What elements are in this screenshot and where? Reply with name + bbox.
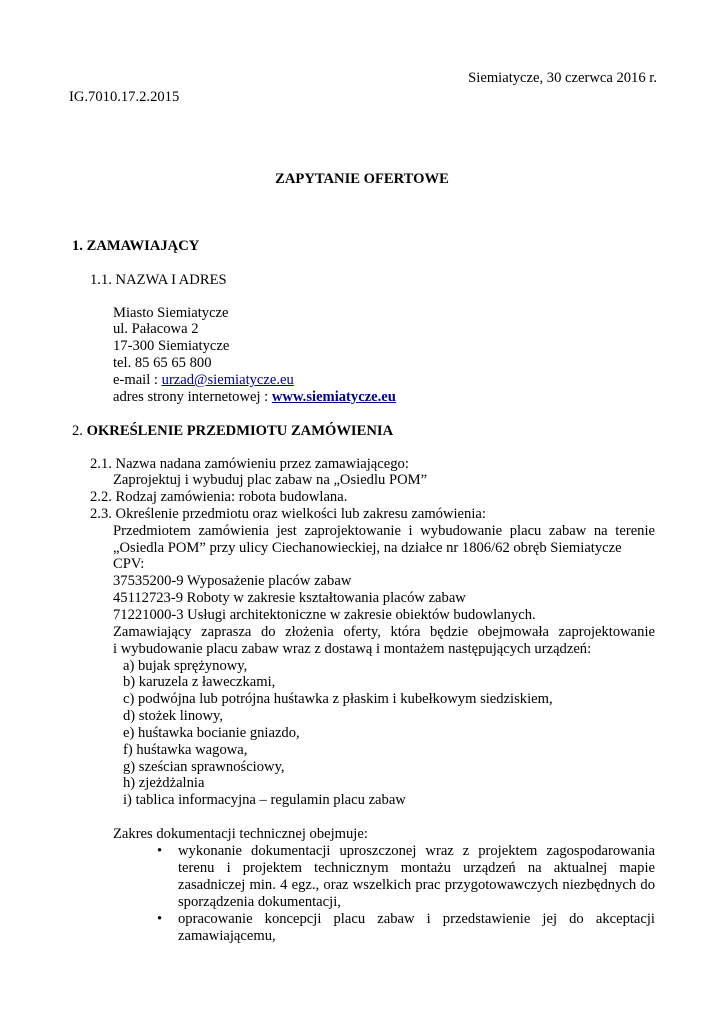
cpv-label: CPV: xyxy=(113,556,145,572)
item-2-3: 2.3. Określenie przedmiotu oraz wielkości lub zakresu zamówienia: xyxy=(90,506,486,522)
section-1-1-heading: 1.1. NAZWA I ADRES xyxy=(90,272,227,288)
bullet-1-line: wykonanie dokumentacji uproszczonej wraz z projektem zagospodarowania xyxy=(178,843,655,859)
bullet-icon: • xyxy=(157,843,163,859)
list-item: c) podwójna lub potrójna huśtawka z płaskim i kubełkowym siedziskiem, xyxy=(123,691,553,707)
address-email-line xyxy=(113,372,294,389)
bullet-1-line: terenu i projektem technicznym montażu urządzeń na aktualnej mapie xyxy=(178,860,655,876)
document-title: ZAPYTANIE OFERTOWE xyxy=(275,171,449,187)
bullet-1-line: sporządzenia dokumentacji, xyxy=(178,894,341,910)
bullet-2-line: zamawiającemu, xyxy=(178,928,276,944)
section-2-title: OKREŚLENIE PRZEDMIOTU ZAMÓWIENIA xyxy=(86,423,394,439)
list-item: h) zjeżdżalnia xyxy=(123,775,205,791)
bullet-icon: • xyxy=(157,911,163,927)
list-item: i) tablica informacyjna – regulamin placu zabaw xyxy=(123,792,406,808)
email-link[interactable]: urzad@siemiatycze.eu xyxy=(161,372,294,388)
invite-line-2: i wybudowanie placu zabaw wraz z dostawą i montażem następujących urządzeń: xyxy=(113,641,592,657)
address-postal: 17-300 Siemiatycze xyxy=(113,338,230,354)
description-line-2: „Osiedla POM” przy ulicy Ciechanowieckiej, na działce nr 1806/62 obręb Siemiatycze xyxy=(113,540,622,556)
invite-line-1: Zamawiający zaprasza do złożenia oferty, która będzie obejmowała zaprojektowanie xyxy=(113,624,655,640)
email-label: e-mail : xyxy=(113,372,162,388)
reference-number: IG.7010.17.2.2015 xyxy=(69,89,180,105)
address-street: ul. Pałacowa 2 xyxy=(113,321,199,337)
place-date: Siemiatycze, 30 czerwca 2016 r. xyxy=(468,70,657,86)
section-2-heading xyxy=(72,423,393,440)
bullet-1-line: zasadniczej min. 4 egz., oraz wszelkich prac przygotowawczych niezbędnych do xyxy=(178,877,655,893)
scope-label: Zakres dokumentacji technicznej obejmuje: xyxy=(113,826,368,842)
item-2-2: 2.2. Rodzaj zamówienia: robota budowlana. xyxy=(90,489,348,505)
cpv-code: 45112723-9 Roboty w zakresie kształtowania placów zabaw xyxy=(113,590,466,606)
address-www-line xyxy=(113,389,396,406)
list-item: g) sześcian sprawnościowy, xyxy=(123,759,285,775)
list-item: f) huśtawka wagowa, xyxy=(123,742,248,758)
bullet-2-line: opracowanie koncepcji placu zabaw i przedstawienie jej do akceptacji xyxy=(178,911,655,927)
address-name: Miasto Siemiatycze xyxy=(113,305,229,321)
address-phone: tel. 85 65 65 800 xyxy=(113,355,212,371)
item-2-1: 2.1. Nazwa nadana zamówieniu przez zamawiającego: xyxy=(90,456,409,472)
section-2-number: 2. xyxy=(72,423,87,439)
list-item: a) bujak sprężynowy, xyxy=(123,658,248,674)
description-line-1: Przedmiotem zamówienia jest zaprojektowanie i wybudowanie placu zabaw na terenie xyxy=(113,523,655,539)
list-item: b) karuzela z ławeczkami, xyxy=(123,674,276,690)
cpv-code: 71221000-3 Usługi architektoniczne w zakresie obiektów budowlanych. xyxy=(113,607,536,623)
www-link[interactable]: www.siemiatycze.eu xyxy=(271,389,396,405)
list-item: e) huśtawka bocianie gniazdo, xyxy=(123,725,300,741)
list-item: d) stożek linowy, xyxy=(123,708,223,724)
item-2-1-value: Zaprojektuj i wybuduj plac zabaw na „Osiedlu POM” xyxy=(113,472,428,488)
section-1-heading: 1. ZAMAWIAJĄCY xyxy=(72,238,200,254)
cpv-code: 37535200-9 Wyposażenie placów zabaw xyxy=(113,573,352,589)
www-label: adres strony internetowej : xyxy=(113,389,272,405)
